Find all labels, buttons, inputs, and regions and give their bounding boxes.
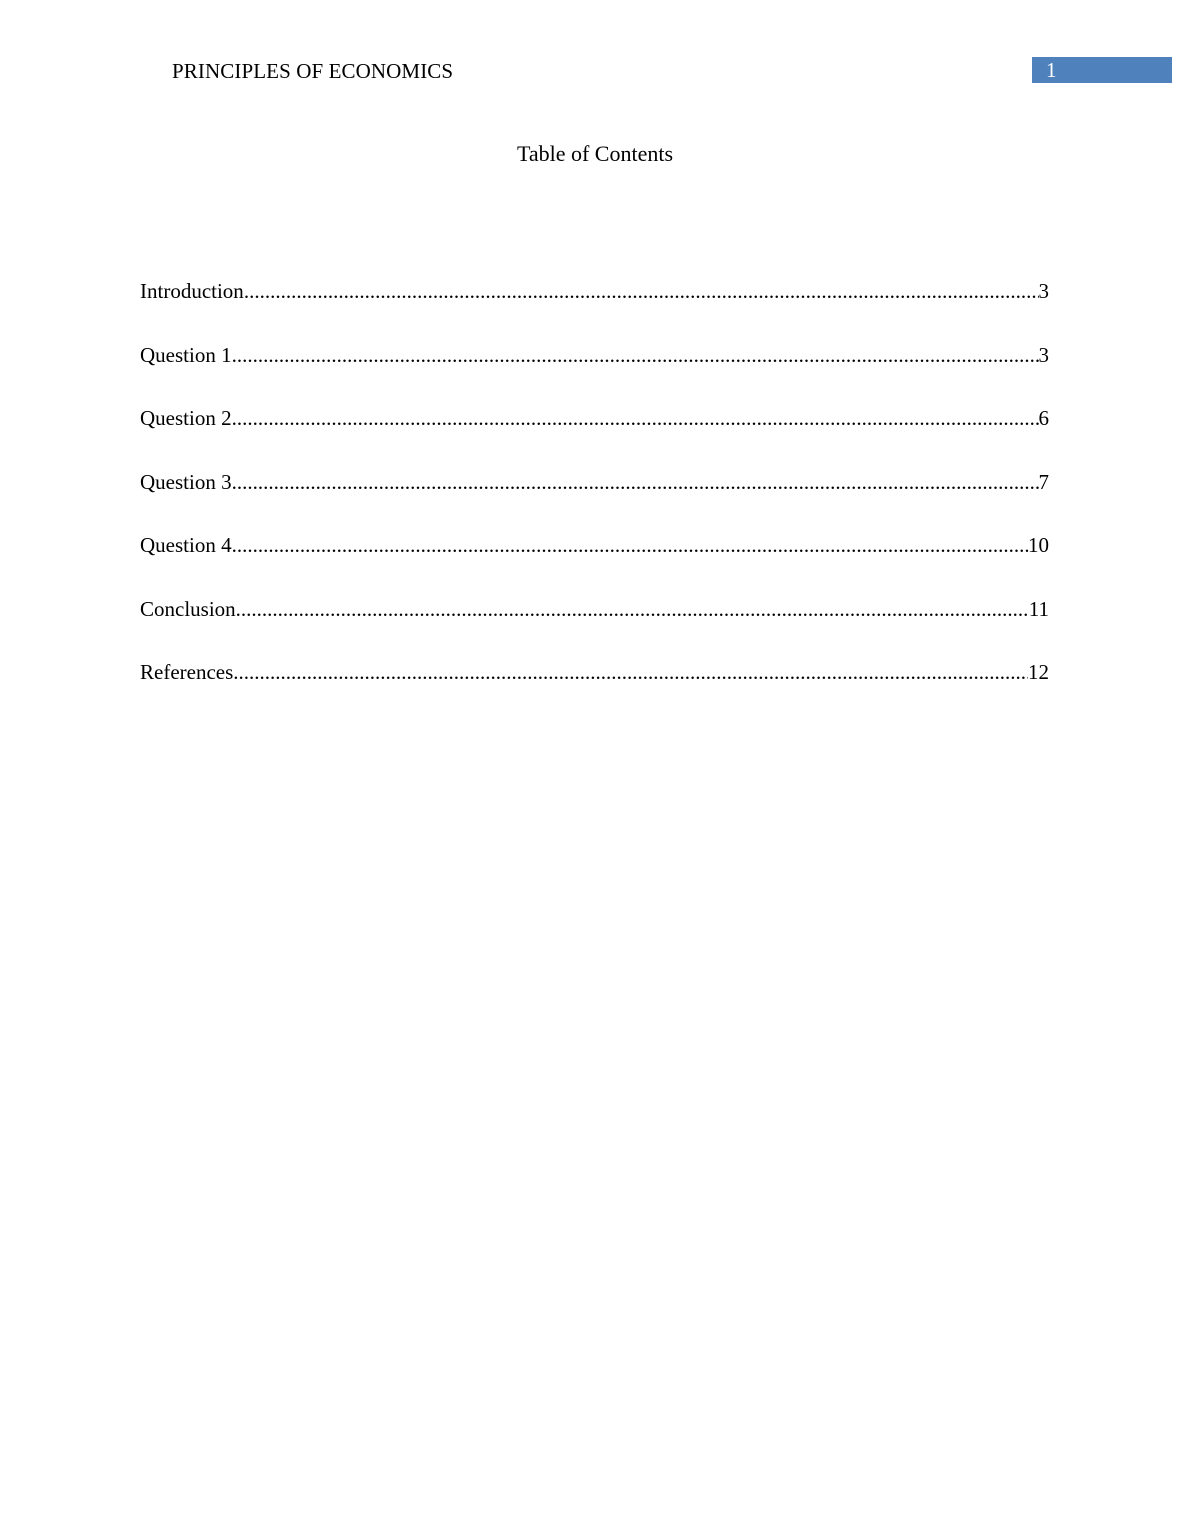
toc-dot-leader (233, 659, 1028, 685)
toc-entry-page: 7 (1038, 469, 1049, 494)
toc-entry-question-3[interactable] (140, 469, 1049, 533)
toc-dot-leader (232, 342, 1039, 368)
toc-entry-introduction[interactable] (140, 278, 1049, 342)
toc-entry-title: Question 3 (140, 469, 232, 494)
toc-entry-title: Question 2 (140, 406, 232, 430)
toc-entry-question-2[interactable] (140, 405, 1049, 469)
toc-entry-question-1[interactable] (140, 342, 1049, 406)
toc-entry-page: 3 (1038, 279, 1049, 303)
toc-entry-page: 12 (1028, 660, 1049, 684)
toc-entry-title: Question 4 (140, 533, 232, 557)
toc-entry-page: 6 (1038, 406, 1049, 430)
table-of-contents (140, 278, 1049, 723)
page-number: 1 (1046, 58, 1057, 82)
toc-entry-title: Question 1 (140, 342, 232, 367)
toc-dot-leader (244, 278, 1039, 304)
toc-dot-leader (232, 405, 1039, 431)
running-head: PRINCIPLES OF ECONOMICS (172, 59, 454, 83)
toc-entry-title: Conclusion (140, 596, 236, 621)
toc-entry-page: 10 (1028, 533, 1049, 557)
toc-entry-page: 11 (1028, 596, 1049, 621)
page-number-badge (1032, 57, 1172, 83)
toc-entry-title: Introduction (140, 279, 244, 303)
toc-dot-leader (236, 596, 1029, 622)
toc-entry-conclusion[interactable] (140, 596, 1049, 660)
toc-entry-references[interactable] (140, 659, 1049, 723)
toc-entry-question-4[interactable] (140, 532, 1049, 596)
toc-dot-leader (232, 532, 1028, 558)
toc-heading: Table of Contents (516, 141, 674, 166)
toc-entry-page: 3 (1038, 342, 1049, 367)
toc-dot-leader (232, 469, 1039, 495)
toc-entry-title: References (140, 660, 234, 684)
